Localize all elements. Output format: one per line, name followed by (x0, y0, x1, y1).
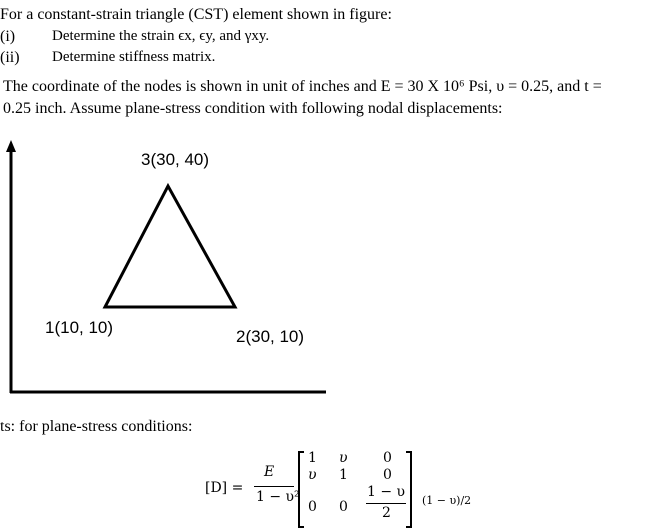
matrix-cell-denominator: 2 (382, 505, 391, 521)
paragraph-line-2: 0.25 inch. Assume plane-stress condition with following nodal displacements: (3, 100, 503, 117)
node-1-label: 1(10, 10) (45, 318, 114, 337)
y-axis-arrow-icon (6, 140, 16, 152)
matrix-cell: 0 (339, 499, 348, 515)
item-1-text: Determine the strain ϵx, ϵy, and γxy. (52, 28, 270, 44)
matrix-cell: 1 (339, 467, 348, 483)
matrix-cell-numerator: 1 − υ (367, 484, 406, 500)
formula-denominator: 1 − υ² (256, 489, 300, 505)
matrix-cell: υ (339, 450, 348, 466)
matrix-cell: υ (308, 467, 317, 483)
item-1-number: (i) (0, 28, 16, 45)
formula-lhs: [D] = (205, 480, 244, 496)
item-2-text: Determine stiffness matrix. (52, 49, 216, 65)
matrix-cell-inline: (1 − υ)/2 (422, 494, 472, 507)
node-3-label: 3(30, 40) (141, 150, 210, 169)
matrix-cell: 0 (383, 450, 392, 466)
item-2-number: (ii) (0, 49, 20, 66)
formula-numerator: E (264, 464, 275, 480)
paragraph-line-1: The coordinate of the nodes is shown in unit of inches and E = 30 X 10⁶ Psi, υ = 0.25, and t = (3, 78, 602, 95)
matrix-cell: 1 (308, 450, 317, 466)
node-2-label: 2(30, 10) (236, 327, 305, 346)
matrix-cell: 0 (308, 499, 317, 515)
triangle-element (105, 186, 235, 307)
intro-text: For a constant-strain triangle (CST) element shown in figure: (0, 6, 392, 23)
formula-caption: ts: for plane-stress conditions: (0, 418, 193, 435)
matrix-cell: 0 (383, 467, 392, 483)
